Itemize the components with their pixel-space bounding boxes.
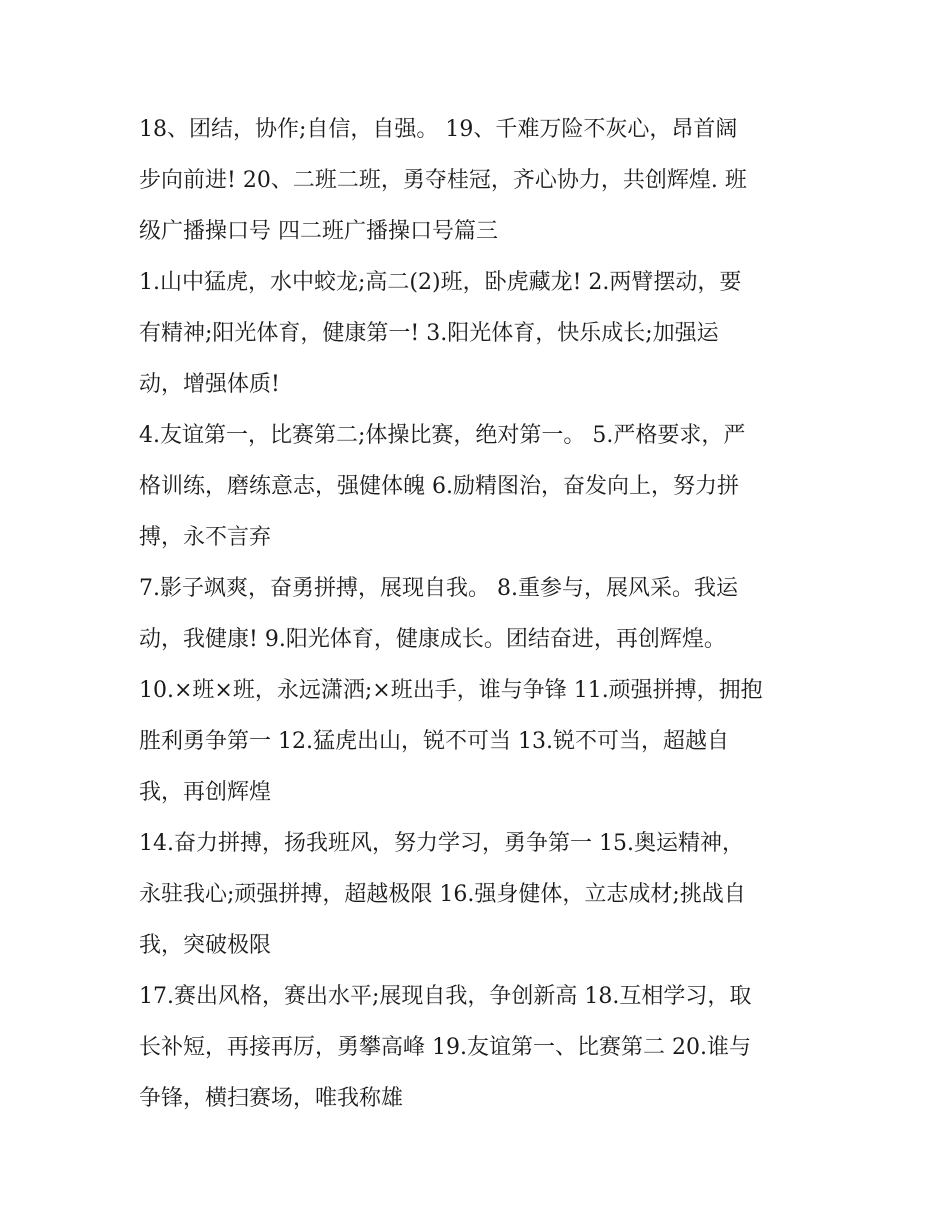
text-line: 有精神;阳光体育，健康第一! 3.阳光体育，快乐成长;加强运 bbox=[139, 321, 719, 346]
text-line: 17.赛出风格，赛出水平;展现自我，争创新高 18.互相学习，取 bbox=[139, 984, 752, 1009]
text-line: 10.×班×班，永远潇洒;×班出手，谁与争锋 11.顽强拼搏，拥抱 bbox=[139, 678, 763, 703]
text-line: 动，增强体质! bbox=[139, 372, 280, 397]
text-line: 14.奋力拼搏，扬我班风，努力学习，勇争第一 15.奥运精神， bbox=[139, 831, 744, 856]
text-line: 4.友谊第一，比赛第二;体操比赛，绝对第一。 5.严格要求，严 bbox=[139, 423, 746, 448]
text-line: 胜利勇争第一 12.猛虎出山，锐不可当 13.锐不可当，超越自 bbox=[139, 729, 729, 754]
text-line: 步向前进! 20、二班二班，勇夺桂冠，齐心协力，共创辉煌. 班 bbox=[139, 168, 747, 193]
text-line: 我，突破极限 bbox=[139, 933, 272, 958]
text-line: 长补短，再接再厉，勇攀高峰 19.友谊第一、比赛第二 20.谁与 bbox=[139, 1035, 751, 1060]
text-line: 我，再创辉煌 bbox=[139, 780, 272, 805]
text-line: 格训练，磨练意志，强健体魄 6.励精图治，奋发向上，努力拼 bbox=[139, 474, 739, 499]
text-line: 动，我健康! 9.阳光体育，健康成长。团结奋进，再创辉煌。 bbox=[139, 627, 726, 652]
text-line: 18、团结，协作;自信，自强。 19、千难万险不灰心，昂首阔 bbox=[139, 117, 738, 142]
text-line: 永驻我心;顽强拼搏，超越极限 16.强身健体，立志成材;挑战自 bbox=[139, 882, 746, 907]
text-line: 1.山中猛虎，水中蛟龙;高二(2)班，卧虎藏龙! 2.两臂摆动，要 bbox=[139, 270, 742, 295]
text-line: 争锋，横扫赛场，唯我称雄 bbox=[139, 1086, 404, 1111]
text-line: 级广播操口号 四二班广播操口号篇三 bbox=[139, 219, 498, 244]
text-line: 搏，永不言弃 bbox=[139, 525, 272, 550]
text-line: 7.影子飒爽，奋勇拼搏，展现自我。 8.重参与，展风采。我运 bbox=[139, 576, 738, 601]
document-body bbox=[139, 104, 819, 1124]
